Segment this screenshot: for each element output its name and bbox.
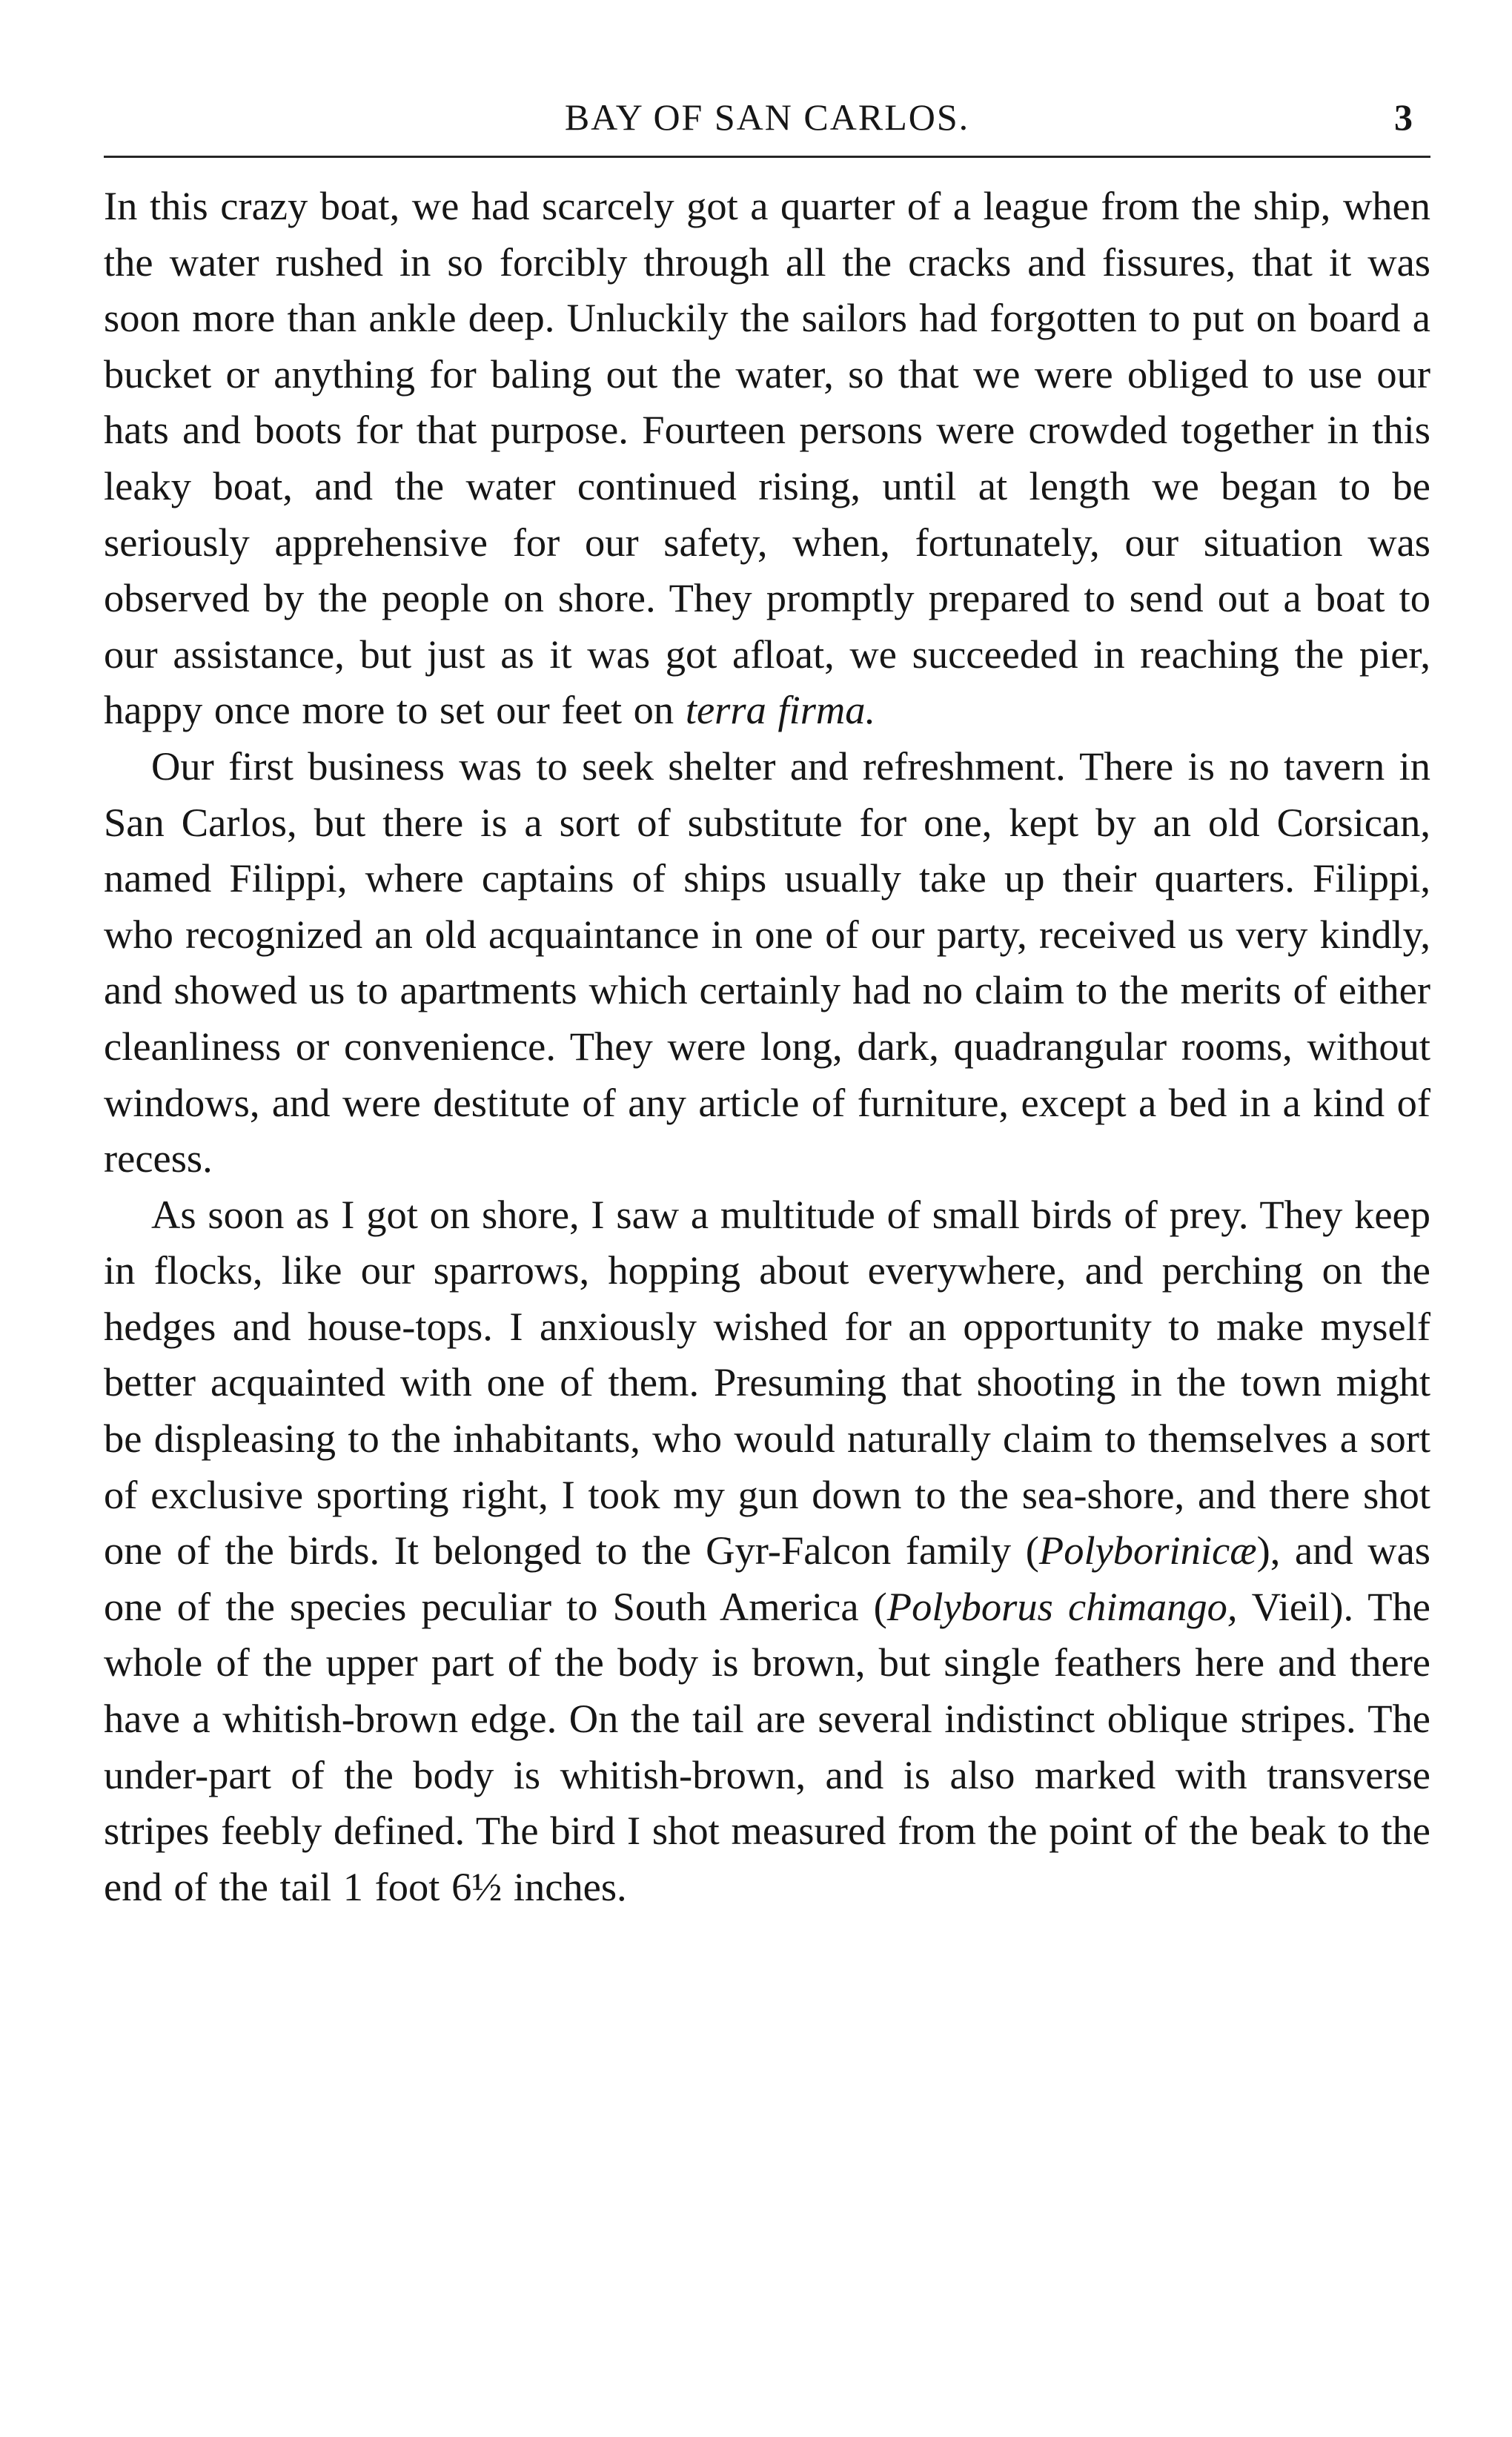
running-title: BAY OF SAN CARLOS. xyxy=(564,96,970,138)
paragraph-3-text-a: As soon as I got on shore, I saw a multitude of small birds of prey. They keep in flocks, like our sparrows, hopping about everywhere, and perching on the hedges and house-tops. I anxiously wished for an opportunity to make myself better acquainted with one of them. Presuming that shooting in the town might be displeasing to the inhabitants, who would naturally claim to themselves a sort of exclusive sporting right, I took my gun down to the sea-shore, and there shot one of the birds. It belonged to the Gyr-Falcon family ( xyxy=(104,1191,1430,1574)
paragraph-1-italic-terra-firma: terra firma. xyxy=(685,687,876,733)
paragraph-3-text-b: ), and was one of the species peculiar to South America ( xyxy=(104,1528,1430,1629)
paragraph-2-text: Our first business was to seek shelter and refreshment. There is no tavern in San Carlos, but there is a sort of substitute for one, kept by an old Corsican, named Filippi, where captains of ships usually take up their quarters. Filippi, who recognized an old acquaintance in one of our party, received us very kindly, and showed us to apartments which certainly had no claim to the merits of either cleanliness or convenience. They were long, dark, quadrangular rooms, without windows, and were destitute of any article of furniture, except a bed in a kind of recess. xyxy=(104,743,1430,1181)
paragraph-1 xyxy=(104,178,1430,738)
paragraph-3-italic-species: Polyborus chimango, xyxy=(886,1583,1238,1629)
body-text xyxy=(104,178,1430,1914)
running-head xyxy=(104,74,1430,148)
paragraph-3-italic-family: Polyborinicæ xyxy=(1038,1528,1257,1574)
page-number: 3 xyxy=(1394,96,1413,138)
paragraph-3-text-c: Vieil). The whole of the upper part of the body is brown, but single feathers here and there have a whitish-brown edge. On the tail are several indistinct oblique stripes. The under-part of the body is whitish-brown, and is also marked with transverse stripes feebly defined. The bird I shot measured from the point of the beak to the end of the tail 1 foot 6½ inches. xyxy=(104,1583,1430,1909)
paragraph-3 xyxy=(104,1187,1430,1915)
book-page xyxy=(104,74,1430,2401)
paragraph-1-text: In this crazy boat, we had scarcely got a quarter of a league from the ship, when the water rushed in so forcibly through all the cracks and fissures, that it was soon more than ankle deep. Unluckily the sailors had forgotten to put on board a bucket or anything for baling out the water, so that we were obliged to use our hats and boots for that purpose. Fourteen persons were crowded together in this leaky boat, and the water continued rising, until at length we began to be seriously apprehensive for our safety, when, fortunately, our situation was observed by the people on shore. They promptly prepared to send out a boat to our assistance, but just as it was got afloat, we succeeded in reaching the pier, happy once more to set our feet on xyxy=(104,183,1430,733)
paragraph-2 xyxy=(104,738,1430,1187)
header-rule xyxy=(104,156,1430,158)
